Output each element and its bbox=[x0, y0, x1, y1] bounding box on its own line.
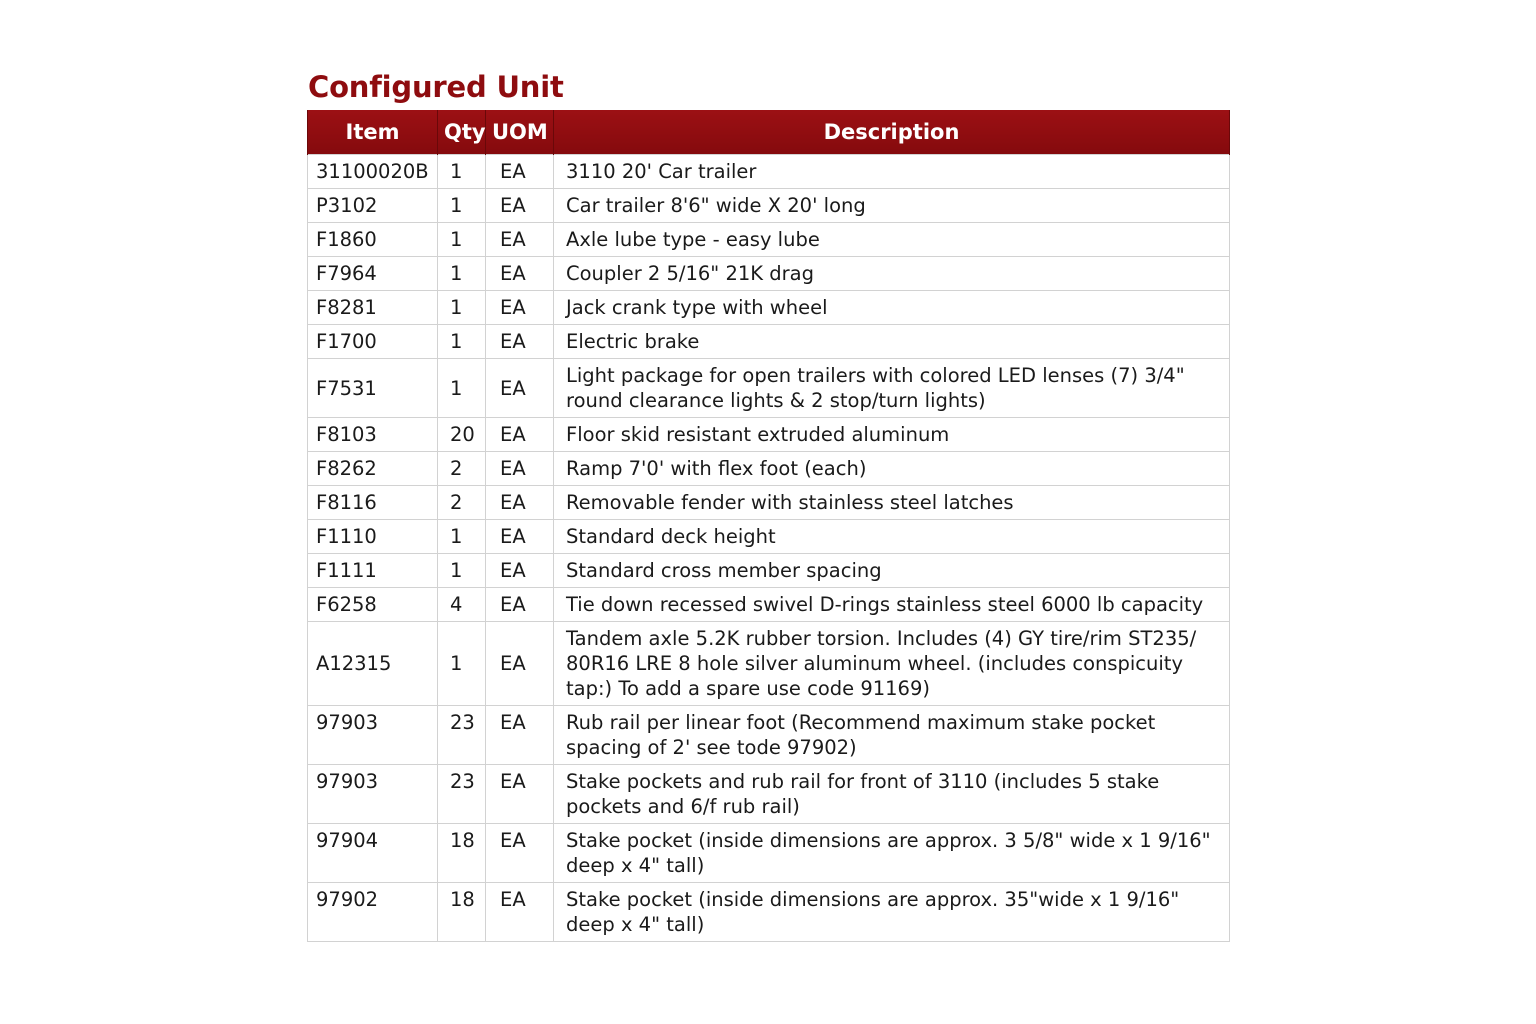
cell-item: 31100020B bbox=[308, 155, 438, 189]
cell-qty: 2 bbox=[438, 452, 486, 486]
cell-qty: 1 bbox=[438, 291, 486, 325]
cell-qty: 2 bbox=[438, 486, 486, 520]
cell-description: Electric brake bbox=[554, 325, 1230, 359]
cell-item: 97904 bbox=[308, 824, 438, 883]
header-qty: Qty bbox=[438, 110, 486, 155]
cell-qty: 1 bbox=[438, 257, 486, 291]
cell-item: 97902 bbox=[308, 883, 438, 942]
table-row bbox=[308, 223, 1230, 257]
cell-item: 97903 bbox=[308, 706, 438, 765]
cell-item: F7531 bbox=[308, 359, 438, 418]
cell-item: F1111 bbox=[308, 554, 438, 588]
table-row bbox=[308, 554, 1230, 588]
table-row bbox=[308, 257, 1230, 291]
cell-uom: EA bbox=[486, 622, 554, 706]
cell-uom: EA bbox=[486, 554, 554, 588]
cell-qty: 23 bbox=[438, 765, 486, 824]
cell-description: Floor skid resistant extruded aluminum bbox=[554, 418, 1230, 452]
cell-description: Standard cross member spacing bbox=[554, 554, 1230, 588]
table-row bbox=[308, 486, 1230, 520]
cell-uom: EA bbox=[486, 189, 554, 223]
cell-description: Ramp 7'0' with flex foot (each) bbox=[554, 452, 1230, 486]
cell-qty: 20 bbox=[438, 418, 486, 452]
cell-item: F1700 bbox=[308, 325, 438, 359]
cell-qty: 4 bbox=[438, 588, 486, 622]
cell-item: F1110 bbox=[308, 520, 438, 554]
cell-uom: EA bbox=[486, 883, 554, 942]
cell-item: F7964 bbox=[308, 257, 438, 291]
table-row bbox=[308, 291, 1230, 325]
table-row bbox=[308, 325, 1230, 359]
cell-qty: 1 bbox=[438, 189, 486, 223]
cell-description: Stake pocket (inside dimensions are approx. 35"wide x 1 9/16" deep x 4" tall) bbox=[554, 883, 1230, 942]
cell-qty: 23 bbox=[438, 706, 486, 765]
cell-item: F8116 bbox=[308, 486, 438, 520]
cell-uom: EA bbox=[486, 257, 554, 291]
table-row bbox=[308, 706, 1230, 765]
cell-description: Stake pockets and rub rail for front of 3110 (includes 5 stake pockets and 6/f rub rail) bbox=[554, 765, 1230, 824]
table-row bbox=[308, 418, 1230, 452]
cell-qty: 18 bbox=[438, 824, 486, 883]
table-row bbox=[308, 189, 1230, 223]
cell-description: Removable fender with stainless steel latches bbox=[554, 486, 1230, 520]
cell-description: Coupler 2 5/16" 21K drag bbox=[554, 257, 1230, 291]
table-header bbox=[308, 110, 1230, 155]
page-title: Configured Unit bbox=[308, 70, 564, 104]
cell-item: F8103 bbox=[308, 418, 438, 452]
cell-uom: EA bbox=[486, 588, 554, 622]
cell-uom: EA bbox=[486, 418, 554, 452]
cell-item: P3102 bbox=[308, 189, 438, 223]
cell-qty: 1 bbox=[438, 155, 486, 189]
table-row bbox=[308, 824, 1230, 883]
cell-description: Tandem axle 5.2K rubber torsion. Includes (4) GY tire/rim ST235/ 80R16 LRE 8 hole silver aluminum wheel. (includes conspicuity tap:) To add a spare use code 91169) bbox=[554, 622, 1230, 706]
cell-description: 3110 20' Car trailer bbox=[554, 155, 1230, 189]
cell-uom: EA bbox=[486, 325, 554, 359]
cell-qty: 1 bbox=[438, 223, 486, 257]
header-description: Description bbox=[554, 110, 1230, 155]
cell-description: Car trailer 8'6" wide X 20' long bbox=[554, 189, 1230, 223]
cell-qty: 1 bbox=[438, 622, 486, 706]
cell-item: F6258 bbox=[308, 588, 438, 622]
table-row bbox=[308, 588, 1230, 622]
table-row bbox=[308, 452, 1230, 486]
cell-uom: EA bbox=[486, 452, 554, 486]
cell-qty: 1 bbox=[438, 520, 486, 554]
header-item: Item bbox=[308, 110, 438, 155]
cell-description: Stake pocket (inside dimensions are approx. 3 5/8" wide x 1 9/16" deep x 4" tall) bbox=[554, 824, 1230, 883]
cell-description: Jack crank type with wheel bbox=[554, 291, 1230, 325]
table-row bbox=[308, 622, 1230, 706]
cell-description: Light package for open trailers with colored LED lenses (7) 3/4" round clearance lights & 2 stop/turn lights) bbox=[554, 359, 1230, 418]
cell-description: Tie down recessed swivel D-rings stainless steel 6000 lb capacity bbox=[554, 588, 1230, 622]
configured-unit-table bbox=[307, 110, 1230, 942]
cell-uom: EA bbox=[486, 291, 554, 325]
cell-uom: EA bbox=[486, 765, 554, 824]
table-row bbox=[308, 883, 1230, 942]
table-row bbox=[308, 155, 1230, 189]
table-row bbox=[308, 765, 1230, 824]
cell-item: F8262 bbox=[308, 452, 438, 486]
cell-description: Axle lube type - easy lube bbox=[554, 223, 1230, 257]
cell-qty: 1 bbox=[438, 359, 486, 418]
table-row bbox=[308, 520, 1230, 554]
header-row bbox=[308, 110, 1230, 155]
cell-qty: 1 bbox=[438, 554, 486, 588]
table-body bbox=[308, 155, 1230, 942]
cell-item: F8281 bbox=[308, 291, 438, 325]
cell-item: 97903 bbox=[308, 765, 438, 824]
cell-description: Rub rail per linear foot (Recommend maximum stake pocket spacing of 2' see tode 97902) bbox=[554, 706, 1230, 765]
cell-uom: EA bbox=[486, 706, 554, 765]
cell-item: A12315 bbox=[308, 622, 438, 706]
cell-qty: 1 bbox=[438, 325, 486, 359]
cell-item: F1860 bbox=[308, 223, 438, 257]
cell-uom: EA bbox=[486, 359, 554, 418]
table-row bbox=[308, 359, 1230, 418]
cell-uom: EA bbox=[486, 223, 554, 257]
cell-uom: EA bbox=[486, 155, 554, 189]
cell-uom: EA bbox=[486, 824, 554, 883]
cell-uom: EA bbox=[486, 486, 554, 520]
cell-uom: EA bbox=[486, 520, 554, 554]
cell-description: Standard deck height bbox=[554, 520, 1230, 554]
header-uom: UOM bbox=[486, 110, 554, 155]
cell-qty: 18 bbox=[438, 883, 486, 942]
